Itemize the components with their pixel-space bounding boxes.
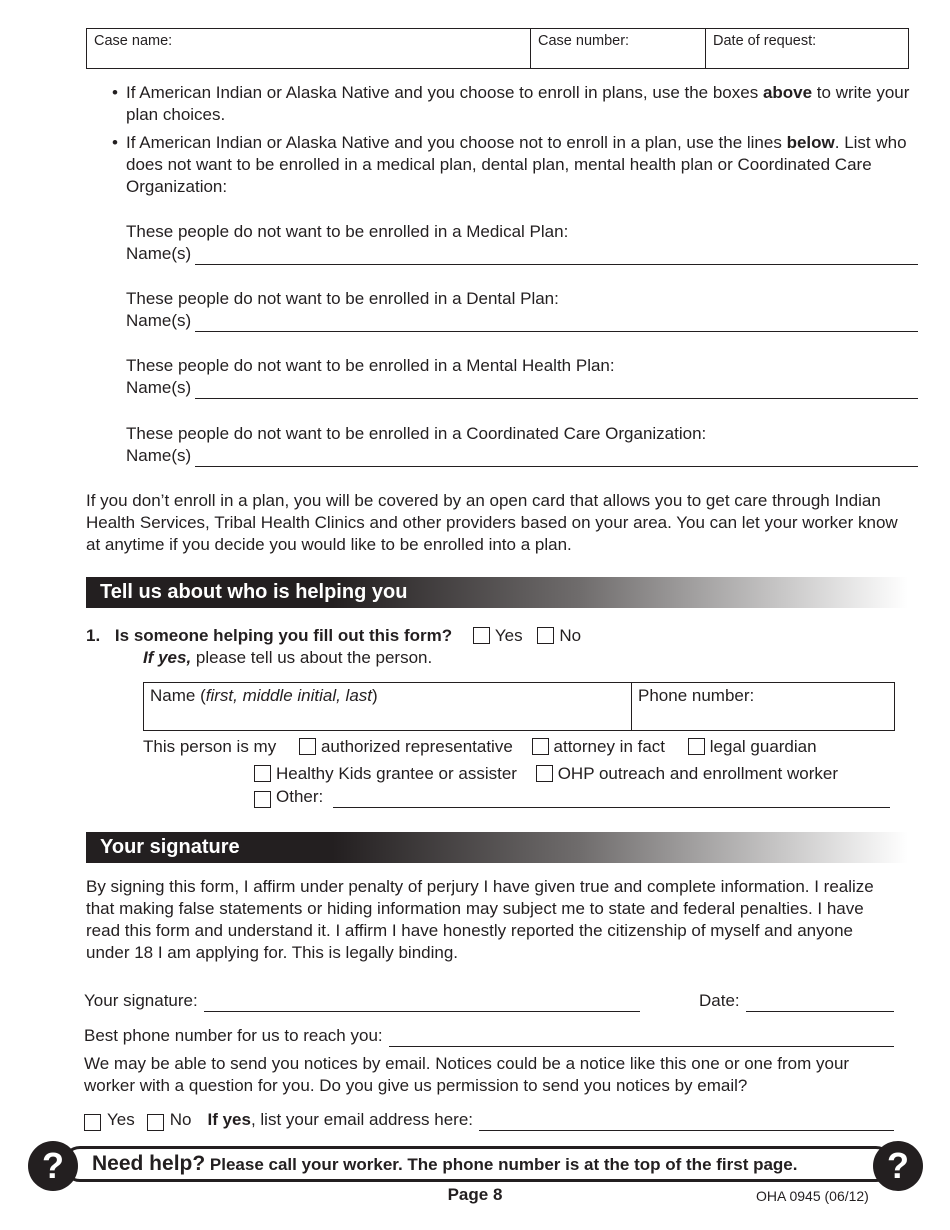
- ohp-outreach-checkbox[interactable]: [536, 765, 553, 782]
- best-phone-row: Best phone number for us to reach you:: [84, 1025, 894, 1047]
- helper-question: 1. Is someone helping you fill out this form? Yes No: [86, 626, 582, 645]
- signature-row: Your signature:: [84, 990, 640, 1012]
- need-help-label: Need help?: [92, 1152, 206, 1175]
- date-of-request-field[interactable]: [705, 29, 908, 68]
- other-line[interactable]: [333, 790, 890, 808]
- section-title-helping: Tell us about who is helping you: [86, 577, 908, 608]
- cco-optout: These people do not want to be enrolled in a Coordinated Care Organization: Name(s): [126, 423, 918, 467]
- help-text: Need help? Please call your worker. The phone number is at the top of the first page.: [92, 1152, 798, 1175]
- bullet-not-enroll: • If American Indian or Alaska Native and you choose not to enroll in a plan, use the lines below. List who does not want to be enrolled in a medical plan, dental plan, mental health plan or Coordinated Care Organization:: [112, 133, 907, 196]
- helper-name-field[interactable]: Name (first, middle initial, last): [150, 686, 378, 705]
- mental-health-names-line[interactable]: [195, 381, 918, 399]
- best-phone-line[interactable]: [389, 1029, 894, 1047]
- cco-names-line[interactable]: [195, 449, 918, 467]
- helper-no-checkbox[interactable]: [537, 627, 554, 644]
- authorized-rep-checkbox[interactable]: [299, 738, 316, 755]
- other-checkbox[interactable]: [254, 791, 271, 808]
- dental-names-line[interactable]: [195, 314, 918, 332]
- if-yes-instruction: If yes, please tell us about the person.: [143, 648, 433, 667]
- email-yes-checkbox[interactable]: [84, 1114, 101, 1131]
- date-row: Date:: [699, 990, 894, 1012]
- case-name-field[interactable]: [87, 29, 530, 68]
- relationship-other: Other:: [254, 786, 890, 808]
- legal-guardian-checkbox[interactable]: [688, 738, 705, 755]
- helper-info-table: [143, 682, 895, 731]
- helper-yes-checkbox[interactable]: [473, 627, 490, 644]
- open-card-paragraph: If you don’t enroll in a plan, you will be covered by an open card that allows you to get care through Indian Health Services, Tribal Health Clinics and other providers based on your area. You can let your worker know at anytime if you decide you would like to be enrolled into a plan.: [86, 491, 898, 554]
- case-number-label: Case number:: [538, 33, 630, 49]
- date-line[interactable]: [746, 994, 894, 1012]
- page-number: Page 8: [447, 1185, 503, 1204]
- attorney-checkbox[interactable]: [532, 738, 549, 755]
- relationship-row-2: Healthy Kids grantee or assister OHP outreach and enrollment worker: [254, 763, 838, 785]
- dental-plan-optout: These people do not want to be enrolled in a Dental Plan: Name(s): [126, 288, 918, 332]
- bullet-enroll: • If American Indian or Alaska Native and you choose to enroll in plans, use the boxes above to write your plan choices.: [112, 83, 910, 124]
- section-title-signature: Your signature: [86, 832, 908, 863]
- question-icon: ?: [873, 1141, 923, 1191]
- case-number-field[interactable]: [530, 29, 705, 68]
- email-line[interactable]: [479, 1113, 894, 1131]
- affirm-paragraph: By signing this form, I affirm under penalty of perjury I have given true and complete information. I realize that making false statements or hiding information may subject me to state and federal penalties. I have read this form and understand it. I affirm I have honestly reported the citizenship of myself and anyone under 18 I am applying for. This is legally binding.: [86, 877, 874, 962]
- helper-phone-field[interactable]: Phone number:: [631, 683, 894, 730]
- email-permission-paragraph: We may be able to send you notices by email. Notices could be a notice like this one or one from your worker with a question for you. Do you give us permission to send you notices by email?: [84, 1054, 850, 1095]
- healthy-kids-checkbox[interactable]: [254, 765, 271, 782]
- bullet-dot: •: [112, 83, 118, 102]
- email-no-checkbox[interactable]: [147, 1114, 164, 1131]
- question-text: Is someone helping you fill out this form?: [114, 626, 453, 645]
- medical-names-line[interactable]: [195, 247, 918, 265]
- medical-plan-optout: These people do not want to be enrolled in a Medical Plan: Name(s): [126, 221, 918, 265]
- form-id: OHA 0945 (06/12): [756, 1188, 869, 1204]
- relationship-row-1: This person is my authorized representative attorney in fact legal guardian: [143, 737, 817, 756]
- mental-health-plan-optout: These people do not want to be enrolled in a Mental Health Plan: Name(s): [126, 355, 918, 399]
- question-icon: ?: [28, 1141, 78, 1191]
- date-of-request-label: Date of request:: [713, 33, 817, 49]
- case-name-label: Case name:: [94, 33, 173, 49]
- bullet-dot: •: [112, 133, 118, 152]
- case-header-table: [86, 28, 909, 69]
- email-row: Yes No If yes , list your email address here:: [84, 1109, 894, 1131]
- question-number: 1.: [86, 626, 101, 645]
- signature-line[interactable]: [204, 994, 640, 1012]
